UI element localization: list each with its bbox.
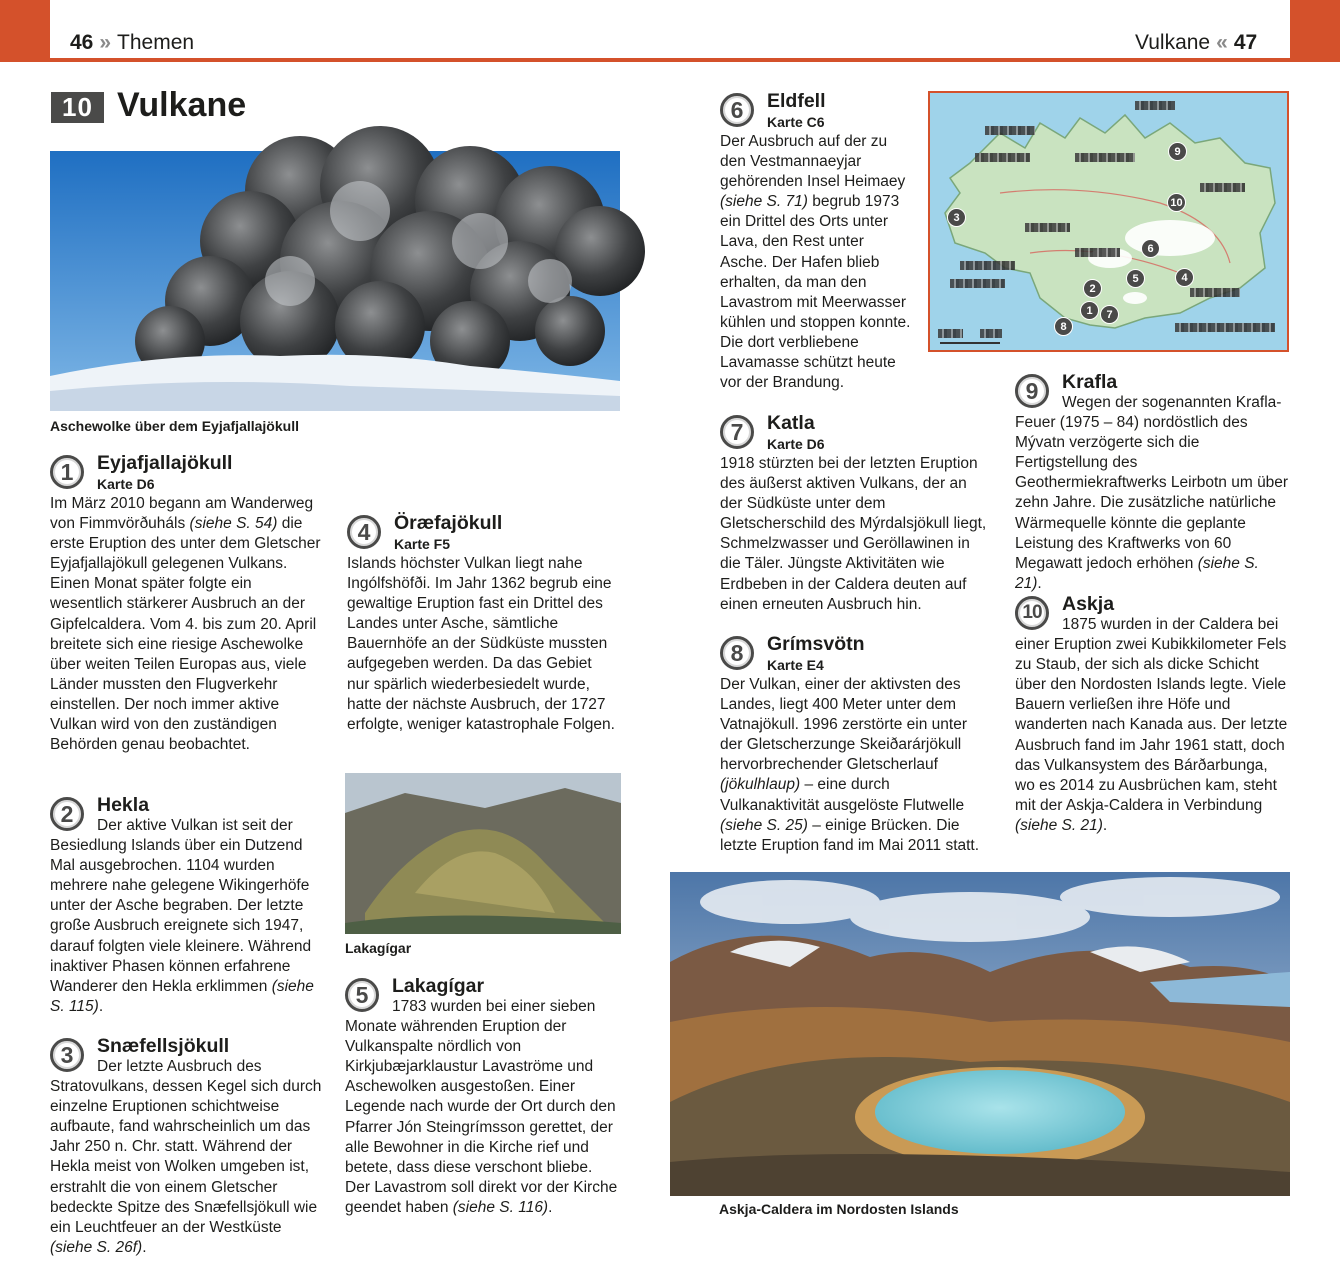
- header-rule: [50, 58, 1290, 62]
- entry-eyjafjallajokull: [50, 452, 326, 755]
- map-label-blurred: [985, 126, 1035, 135]
- iceland-map: [928, 91, 1289, 352]
- left-running-head: [70, 31, 194, 55]
- entry-body: Im März 2010 begann am Wanderweg von Fimmvörðuháls (siehe S. 54) die erste Eruption des unter dem Gletscher Eyjafjallajökull gelegenen Vulkans. Einen Monat später folgte ein wesentlich stärkerer Ausbruch an der Gipfelcaldera. Vom 4. bis zum 20. April breitete sich eine riesige Aschewolke über weiten Teilen Europas aus, viele Länder mussten den Flugverkehr einstellen. Der noch immer aktive Vulkan wird von den zuständigen Behörden genau beobachtet.: [50, 495, 321, 754]
- page-reference: (siehe S. 21): [1015, 816, 1103, 834]
- map-reference: Karte F5: [394, 536, 451, 552]
- map-marker-5: 5: [1126, 269, 1145, 288]
- chevron-right-icon: »: [99, 31, 112, 54]
- entry-title: Eyjafjallajökull: [97, 452, 233, 474]
- map-label-blurred: [980, 329, 1002, 338]
- askja-caldera-image: [670, 872, 1290, 1196]
- map-marker-8: 6: [1141, 239, 1160, 258]
- entry-number-badge: 4: [347, 515, 381, 549]
- page-title: Vulkane: [117, 86, 247, 124]
- ash-cloud-caption: Aschewolke über dem Eyjafjallajökull: [50, 418, 299, 434]
- askja-photo: [670, 872, 1290, 1196]
- entry-number-badge: 5: [345, 978, 379, 1012]
- map-label-blurred: [975, 153, 1030, 162]
- map-marker-7: 7: [1100, 305, 1119, 324]
- map-label-blurred: [960, 261, 1015, 270]
- right-page-tab: [1290, 0, 1340, 62]
- map-label-blurred: [1190, 288, 1240, 297]
- map-marker-10: 10: [1167, 193, 1186, 212]
- entry-title: Grímsvötn: [767, 633, 865, 655]
- entry-eldfell: [720, 90, 912, 393]
- entry-number-badge: 6: [720, 93, 754, 127]
- entry-title: Lakagígar: [392, 975, 485, 997]
- map-label-blurred: [1025, 223, 1070, 232]
- map-marker-1: 1: [1080, 301, 1099, 320]
- entry-oraefajokull: [347, 512, 617, 735]
- left-page-number: 46: [70, 31, 94, 54]
- entry-title: Katla: [767, 412, 815, 434]
- right-section-label: Vulkane: [1135, 31, 1211, 54]
- entry-title: Eldfell: [767, 90, 826, 112]
- chevron-left-icon: «: [1216, 31, 1228, 54]
- top10-badge: 10: [51, 92, 104, 123]
- page-reference: (siehe S. 116): [452, 1198, 549, 1216]
- map-label-blurred: [950, 279, 1005, 288]
- entry-krafla: [1015, 371, 1289, 594]
- page-reference: (siehe S. 71): [720, 193, 808, 211]
- entry-askja: [1015, 593, 1289, 836]
- entry-grimsvotn: [720, 633, 992, 856]
- entry-body: Islands höchster Vulkan liegt nahe Ingólfshöfði. Im Jahr 1362 begrub eine gewaltige Eruption fast ein Drittel des Landes unter Asche, sämtliche Bauernhöfe an der Südküste mussten aufgegeben werden. Da das Gebiet nur spärlich wiederbesiedelt wurde, hatte der nächste Ausbruch, der 1727 erfolgte, weniger katastrophale Folgen.: [347, 555, 615, 733]
- entry-number-badge: 8: [720, 636, 754, 670]
- map-reference: Karte E4: [767, 657, 824, 673]
- map-reference: Karte C6: [767, 114, 825, 130]
- entry-body: 1783 wurden bei einer sieben Monate währenden Eruption der Vulkanspalte nördlich von Kirkjubæjarklaustur Lavaströme und Aschewolken ausgestoßen. Einer Legende nach wurde der Ort durch den Pfarrer Jón Steingrímsson gerettet, der alle Bewohner in die Kirche rief und betete, dass diese verschont bliebe. Der Lavastrom soll direkt vor der Kirche geendet haben (siehe S. 116).: [345, 998, 618, 1216]
- map-marker-4: 4: [1175, 268, 1194, 287]
- right-running-head: [1135, 31, 1257, 55]
- entry-number-badge: 10: [1015, 596, 1049, 630]
- entry-number-badge: 3: [50, 1038, 84, 1072]
- entry-number-badge: 2: [50, 797, 84, 831]
- entry-number-badge: 7: [720, 415, 754, 449]
- entry-title: Askja: [1062, 593, 1115, 615]
- entry-body: Der Vulkan, einer der aktivsten des Landes, liegt 400 Meter unter dem Vatnajökull. 1996 zerstörte ein unter der Gletscherzunge Skeiðarárjökull hervorbrechender Gletscherlauf (jökulhlaup) – eine durch Vulkanaktivität ausgelöste Flutwelle (siehe S. 25) – einige Brücken. Die letzte Eruption fand im Mai 2011 statt.: [720, 676, 980, 854]
- map-label-blurred: [1075, 248, 1120, 257]
- map-reference: Karte D6: [97, 476, 155, 492]
- lakagigar-caption: Lakagígar: [345, 940, 412, 956]
- map-marker-2: 2: [1083, 279, 1102, 298]
- page-reference: (siehe S. 26f): [50, 1238, 143, 1256]
- page-reference: (siehe S. 25): [720, 816, 808, 834]
- entry-katla: [720, 412, 992, 615]
- entry-number-badge: 9: [1015, 374, 1049, 408]
- entry-title: Öræfajökull: [394, 512, 503, 534]
- map-label-blurred: [938, 329, 963, 338]
- entry-body: 1918 stürzten bei der letzten Eruption des äußerst aktiven Vulkans, der an der Südküste unter dem Gletscherschild des Mýrdalsjökull liegt, Schmelzwasser und Geröllawinen in die Täler. Jüngste Aktivitäten wie Erdbeben in der Caldera deuten auf einen erneuten Ausbruch hin.: [720, 455, 987, 613]
- ash-cloud-image: [50, 151, 620, 411]
- left-page-tab: [0, 0, 50, 62]
- right-page-number: 47: [1233, 31, 1258, 54]
- entry-title: Krafla: [1062, 371, 1118, 393]
- map-label-blurred: [1135, 101, 1175, 110]
- map-marker-6: 8: [1054, 317, 1073, 336]
- entry-body: Der letzte Ausbruch des Stratovulkans, dessen Kegel sich durch einzelne Eruptionen schichtweise aufbaute, fand wahrscheinlich um das Jahr 250 n. Chr. statt. Während der Hekla meist von Wolken umgeben ist, erstrahlt die von einem Gletscher bedeckte Spitze des Snæfellsjökull wie ein Leuchtfeuer an der Westküste (siehe S. 26f).: [50, 1058, 322, 1256]
- lakagigar-image: [345, 773, 621, 934]
- entry-lakagigar: [345, 975, 621, 1218]
- page-reference: (siehe S. 115): [50, 977, 314, 1015]
- entry-body: Wegen der sogenannten Krafla-Feuer (1975 – 84) nordöstlich des Mývatn verzögerte sich die Fertigstellung des Geothermiekraftwerks Leirbotn um über zehn Jahre. Die zusätzliche natürliche Wärmequelle könnte die geplante Leistung des Kraftwerks von 60 Megawatt jedoch erhöhen (siehe S. 21).: [1015, 394, 1289, 592]
- map-marker-3: 3: [947, 208, 966, 227]
- askja-caption: Askja-Caldera im Nordosten Islands: [719, 1201, 959, 1217]
- left-section-label: Themen: [117, 31, 195, 54]
- map-reference: Karte D6: [767, 436, 825, 452]
- map-label-blurred: [1075, 153, 1135, 162]
- entry-body: Der aktive Vulkan ist seit der Besiedlung Islands über ein Dutzend Mal ausgebrochen. 1104 wurden mehrere nahe gelegene Wikingerhöfe unter der Asche begraben. Der letzte große Ausbruch ereignete sich 1947, darauf folgten viele kleinere. Während inaktiver Phasen können erfahrene Wanderer den Hekla erklimmen (siehe S. 115).: [50, 817, 314, 1015]
- entry-number-badge: 1: [50, 455, 84, 489]
- ash-cloud-photo: [50, 151, 620, 411]
- page-reference: (siehe S. 21): [1015, 554, 1259, 592]
- entry-body: Der Ausbruch auf der zu den Vestmannaeyjar gehörenden Insel Heimaey (siehe S. 71) begrub 1973 ein Drittel des Orts unter Lava, den Rest unter Asche. Der Hafen blieb erhalten, da man den Lavastrom mit Meerwasser kühlen und stoppen konnte. Die dort verbliebene Lavamasse schützt heute vor der Brandung.: [720, 133, 911, 392]
- page-reference: (jökulhlaup): [720, 776, 801, 794]
- entry-hekla: [50, 794, 326, 1017]
- map-marker-9: 9: [1168, 142, 1187, 161]
- entry-body: 1875 wurden in der Caldera bei einer Eruption zwei Kubikkilometer Fels zu Staub, der sich als dicke Schicht über den Nordosten Islands legte. Viele Bauern verließen ihre Höfe und wanderten nach Kanada aus. Der letzte Ausbruch fand im Jahr 1961 statt, doch das Vulkansystem des Bárðarbunga, wo es 2014 zu Ausbrüchen kam, steht mit der Askja-Caldera in Verbindung (siehe S. 21).: [1015, 616, 1288, 834]
- lakagigar-photo: [345, 773, 621, 934]
- entry-title: Hekla: [97, 794, 150, 816]
- entry-title: Snæfellsjökull: [97, 1035, 230, 1057]
- map-label-blurred: [1200, 183, 1245, 192]
- page-reference: (siehe S. 54): [189, 515, 278, 533]
- map-label-blurred: [1175, 323, 1275, 332]
- entry-snaefellsjokull: [50, 1035, 326, 1256]
